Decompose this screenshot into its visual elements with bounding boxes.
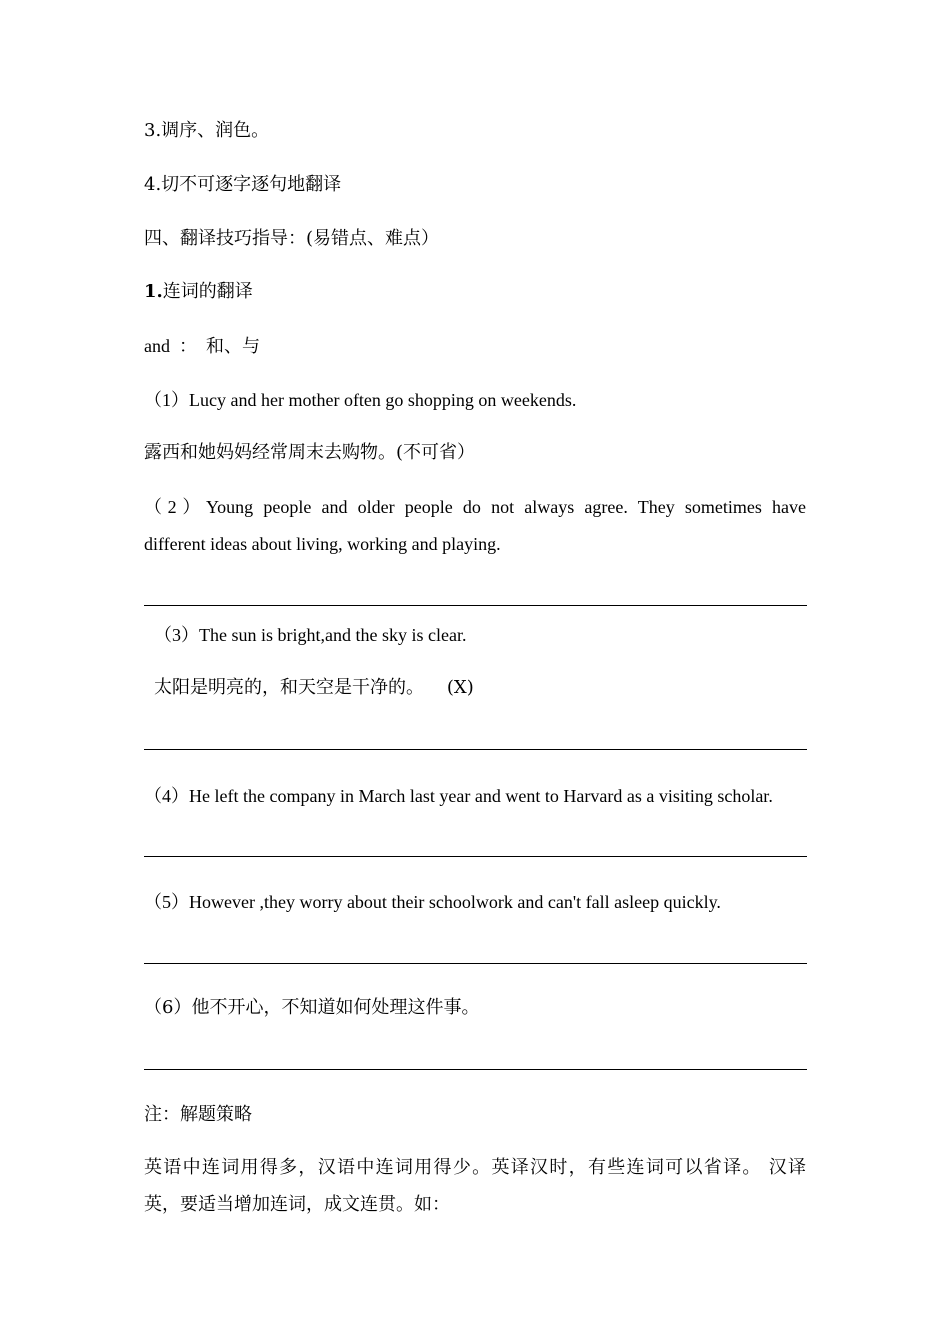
example-5-sentence: （5）However ,they worry about their schoolwork and can't fall asleep quickly.: [144, 892, 721, 912]
step-4-text: 4.切不可逐字逐句地翻译: [144, 174, 342, 195]
example-2-sentence-line2: different ideas about living, working and playing.: [144, 534, 501, 554]
answer-line-4: [144, 856, 807, 857]
note-heading: 注：解题策略: [144, 1104, 252, 1125]
section-4-heading: 四、翻译技巧指导：(易错点、难点）: [144, 228, 440, 249]
step-3-text: 3.调序、润色。: [144, 120, 270, 141]
example-6-sentence: （6）他不开心，不知道如何处理这件事。: [144, 997, 480, 1018]
example-3-sentence: （3）The sun is bright,and the sky is clear.: [154, 625, 467, 645]
and-meaning: and ： 和、与: [144, 336, 260, 356]
subheading-number: 1.: [144, 281, 163, 302]
example-1-translation: 露西和她妈妈经常周末去购物。(不可省）: [144, 442, 476, 463]
note-paragraph-line1: 英语中连词用得多，汉语中连词用得少。英译汉时，有些连词可以省译。 汉译: [144, 1157, 806, 1178]
subheading-text: 连词的翻译: [162, 281, 253, 302]
answer-line-6: [144, 1069, 807, 1070]
example-3-translation: 太阳是明亮的，和天空是干净的。 (X): [154, 677, 474, 698]
note-paragraph-line2: 英，要适当增加连词，成文连贯。如：: [144, 1194, 450, 1215]
example-4-sentence: （4）He left the company in March last year and went to Harvard as a visiting scholar.: [144, 786, 773, 806]
subheading-conjunctions: [144, 281, 253, 303]
answer-line-2: [144, 605, 807, 606]
answer-line-3: [144, 749, 807, 750]
answer-line-5: [144, 963, 807, 964]
example-2-sentence-line1: （2）Young people and older people do not always agree. They sometimes have: [144, 497, 806, 517]
example-1-sentence: （1）Lucy and her mother often go shopping on weekends.: [144, 390, 577, 410]
